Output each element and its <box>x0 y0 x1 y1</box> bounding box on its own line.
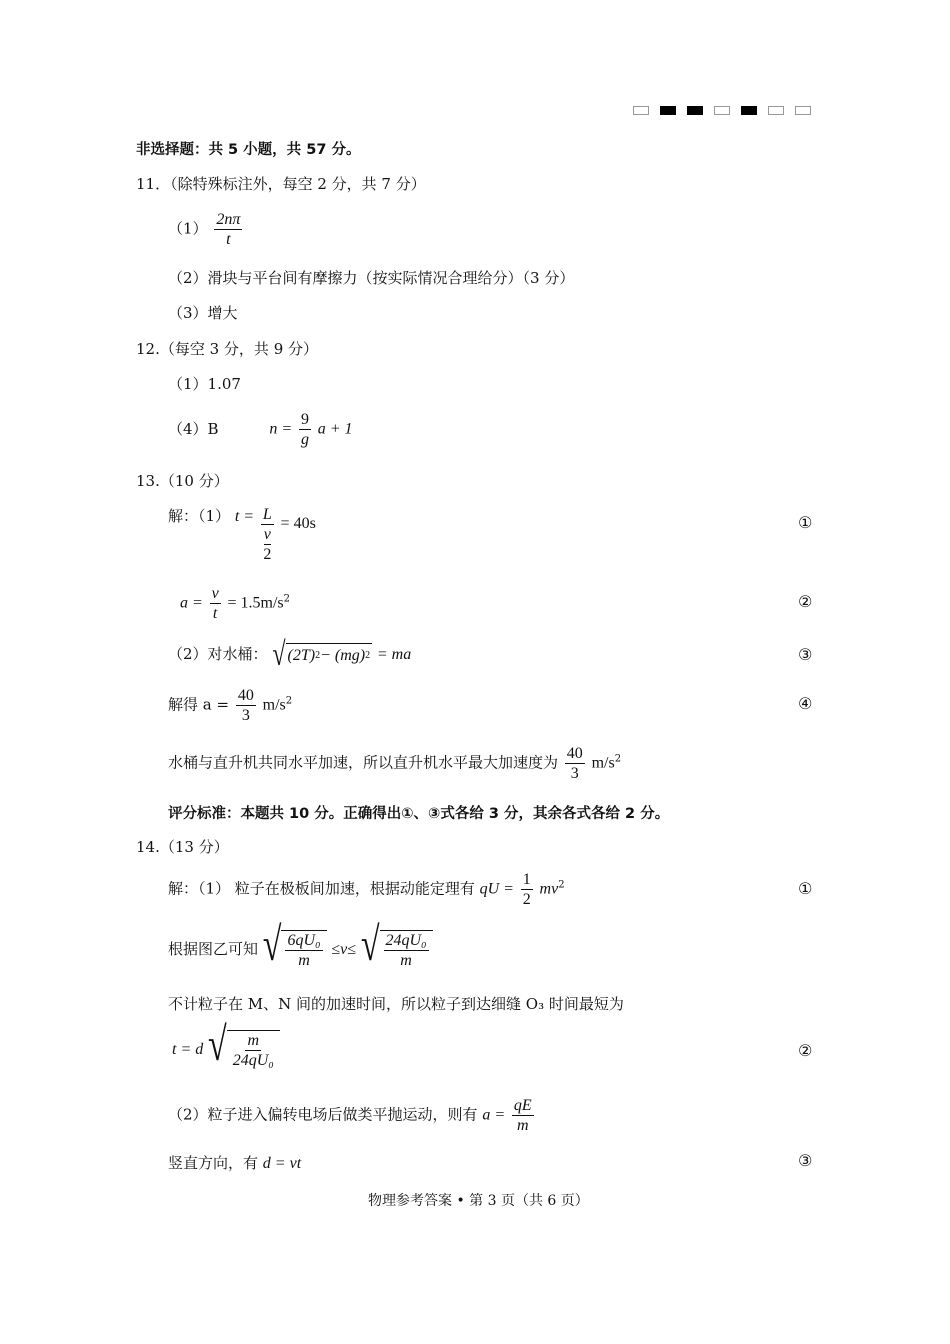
q14-step-1: 解：（1） 粒子在极板间加速，根据动能定理有 qU = $\frac{1}{2}$ $mv^2$ <box>168 871 565 908</box>
equation-marker-2: ② <box>798 1041 813 1060</box>
fraction: $\frac{40}{3}$ <box>237 687 254 724</box>
part-label: （4）B <box>168 419 219 438</box>
q12-title: 12.（每空 3 分，共 9 分） <box>136 340 319 358</box>
q13-step-1: 解：（1） t = L v 2 = 40s <box>168 506 316 563</box>
q14-step-3: 不计粒子在 M、N 间的加速时间，所以粒子到达细缝 O₃ 时间最短为 <box>168 995 624 1013</box>
q14-step-6: 竖直方向，有 d = vt <box>168 1154 302 1172</box>
q11-answer-2: （2）滑块与平台间有摩擦力（按实际情况合理给分）（3 分） <box>168 269 575 287</box>
marker-box-filled <box>741 106 757 115</box>
q13-conclusion: 水桶与直升机共同水平加速，所以直升机水平最大加速度为 $\frac{40}{3}$ $m/s^2$ <box>168 745 622 782</box>
q13-grading-criteria: 评分标准：本题共 10 分。正确得出①、③式各给 3 分，其余各式各给 2 分。 <box>168 806 670 822</box>
page-marker-boxes <box>633 106 811 115</box>
q11-answer-3: （3）增大 <box>168 304 238 322</box>
marker-box <box>633 106 649 115</box>
fraction: $\frac{2n\pi}{t}$ <box>216 211 241 248</box>
equation-marker-2: ② <box>798 592 813 611</box>
q13-title: 13.（10 分） <box>136 472 229 490</box>
marker-box <box>714 106 730 115</box>
section-title: 非选择题：共 5 小题，共 57 分。 <box>136 142 361 158</box>
page-footer: 物理参考答案 • 第 3 页（共 6 页） <box>368 1193 589 1209</box>
fraction: $\frac{1}{2}$ <box>522 871 531 908</box>
q14-step-2: 根据图乙可知 √ $\frac{\text{6qU₀}}{m}$ ≤v≤ √ $\frac{\text{24qU₀}}{m}$ <box>168 930 433 970</box>
fraction: $\frac{9}{g}$ <box>300 411 309 448</box>
q12-answer-1: （1）1.07 <box>168 375 241 393</box>
q13-step-3: （2）对水桶： √ (2T) 2 − (mg) 2 = ma <box>168 636 412 674</box>
q12-answer-4: （4）B n = $\frac{9}{g}$ a + 1 <box>168 411 353 448</box>
q11-answer-1 <box>168 210 244 249</box>
fraction: $\frac{v}{t}$ <box>211 585 219 622</box>
equation-marker-3: ③ <box>798 645 813 664</box>
square-root: √ (2T) 2 − (mg) 2 <box>272 636 371 674</box>
square-root: √ $\frac{\text{24qU₀}}{m}$ <box>361 930 433 970</box>
equation-marker-1: ① <box>798 879 813 898</box>
marker-box-filled <box>687 106 703 115</box>
q13-step-4: 解得 a = $\frac{40}{3}$ $m/s^2$ <box>168 687 293 724</box>
marker-box <box>768 106 784 115</box>
q13-step-2: a = $\frac{v}{t}$ = $1.5m/s^2$ <box>180 585 290 622</box>
q14-step-5: （2）粒子进入偏转电场后做类平抛运动，则有 a = $\frac{qE}{m}$ <box>168 1097 532 1134</box>
marker-box-filled <box>660 106 676 115</box>
square-root: √ $\frac{\text{6qU₀}}{m}$ <box>263 930 327 970</box>
part-label: （1） <box>168 219 208 238</box>
equation-marker-3: ③ <box>798 1151 813 1170</box>
equation-marker-1: ① <box>798 513 813 532</box>
q14-title: 14.（13 分） <box>136 838 229 856</box>
square-root: √ $\frac{m}{\text{24qU₀}}$ <box>208 1030 280 1070</box>
fraction: L v 2 <box>262 506 272 563</box>
marker-box <box>795 106 811 115</box>
q14-step-4: t = d √ $\frac{m}{\text{24qU₀}}$ <box>172 1030 280 1070</box>
fraction: $\frac{qE}{m}$ <box>513 1097 532 1134</box>
equation-marker-4: ④ <box>798 694 813 713</box>
fraction: $\frac{40}{3}$ <box>566 745 583 782</box>
q11-title: 11．（除特殊标注外，每空 2 分，共 7 分） <box>136 175 426 193</box>
